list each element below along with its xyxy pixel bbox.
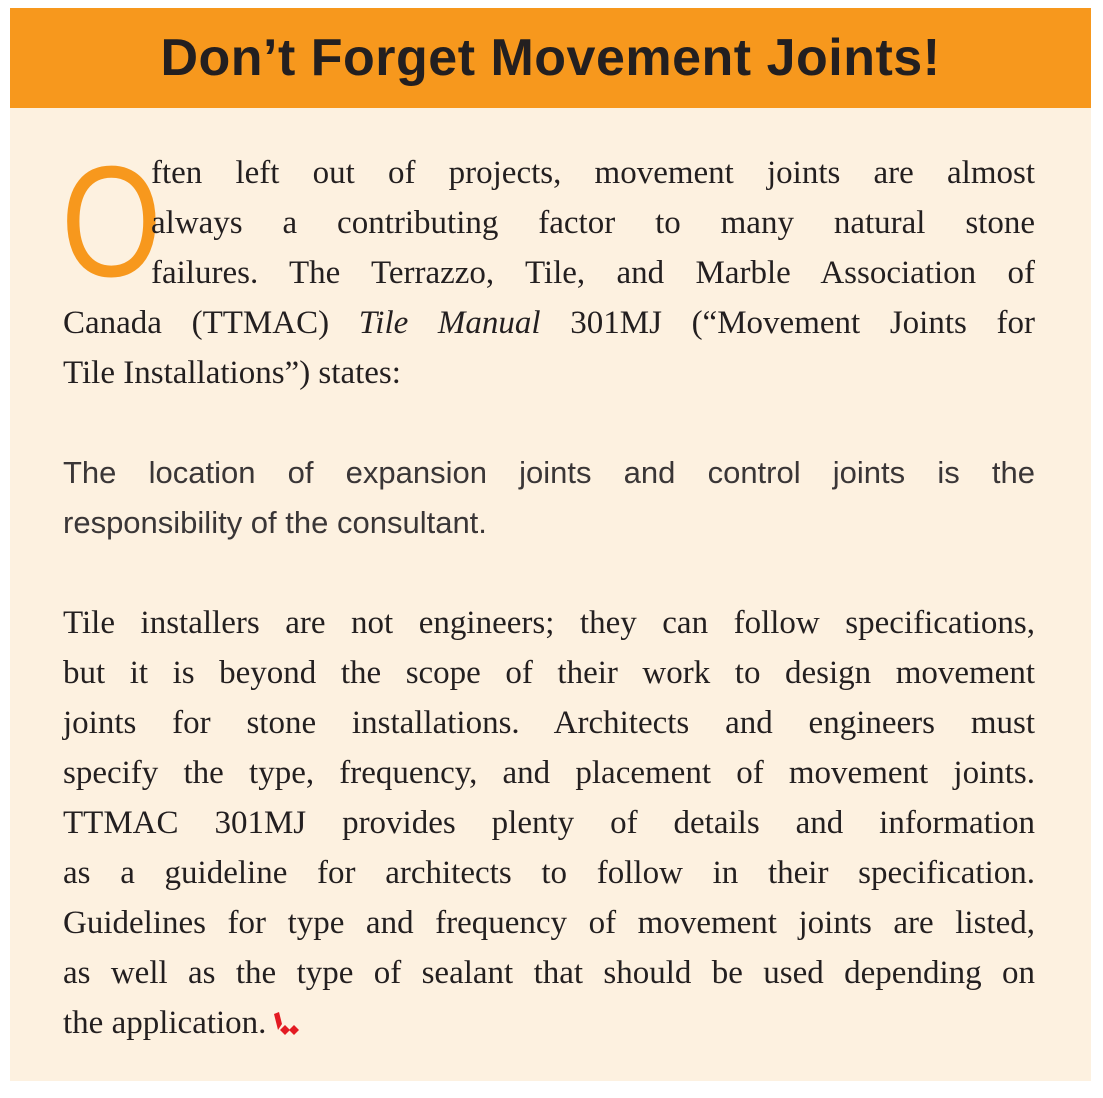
body-line: as a guideline for architects to follow in their specification. — [63, 855, 1035, 891]
body-line: Tile installers are not engineers; they can follow specifications, — [63, 605, 1035, 641]
intro-text: 301MJ (“Movement Joints for — [540, 305, 1035, 341]
body-line: as well as the type of sealant that should be used depending on — [63, 955, 1035, 991]
quote-line: The location of expansion joints and control joints is the — [63, 455, 1035, 490]
body-line: but it is beyond the scope of their work to design movement — [63, 655, 1035, 691]
intro-line: always a contributing factor to many natural stone — [151, 205, 1035, 241]
body-paragraph — [63, 598, 1035, 1048]
intro-line — [63, 298, 1035, 348]
intro-line: failures. The Terrazzo, Tile, and Marble Association of — [151, 255, 1035, 291]
intro-line: Tile Installations”) states: — [63, 355, 401, 391]
sidebar-content — [61, 134, 1035, 1041]
end-of-article-mark-icon — [272, 1010, 302, 1040]
body-line: Guidelines for type and frequency of movement joints are listed, — [63, 905, 1035, 941]
intro-line: ften left out of projects, movement joints are almost — [151, 155, 1035, 191]
sidebar-box — [10, 8, 1091, 1081]
body-line: joints for stone installations. Architects and engineers must — [63, 705, 1035, 741]
quote-line: responsibility of the consultant. — [63, 505, 487, 540]
body-last-line — [63, 998, 1035, 1048]
header-bar — [10, 8, 1091, 108]
manual-title: Tile Manual — [358, 305, 541, 341]
sidebar-title: Don’t Forget Movement Joints! — [160, 29, 941, 87]
drop-cap: O — [61, 134, 162, 310]
intro-paragraph — [61, 134, 1035, 398]
body-line: TTMAC 301MJ provides plenty of details and information — [63, 805, 1035, 841]
intro-text: Canada (TTMAC) — [63, 305, 359, 341]
body-line: the application. — [63, 1005, 267, 1041]
body-line: specify the type, frequency, and placement of movement joints. — [63, 755, 1035, 791]
quoted-statement — [63, 448, 1035, 548]
